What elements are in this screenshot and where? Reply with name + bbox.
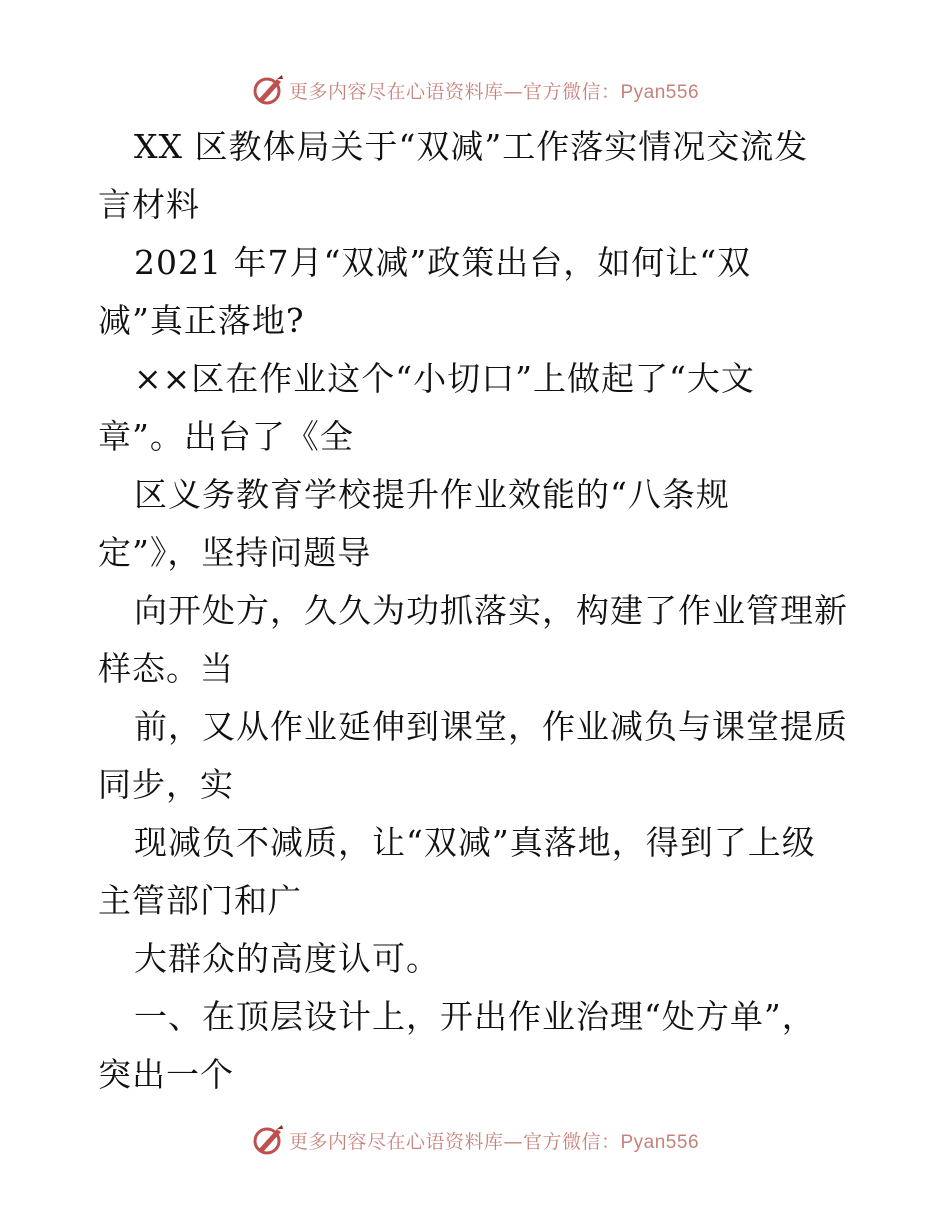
paragraph-line: 同步，实 [98,765,234,804]
pen-logo-icon [251,73,285,107]
paragraph-line: 大群众的高度认可。 [134,939,440,978]
section-heading-line: 突出一个 [98,1055,234,1094]
watermark-wechat-id: Pyan556 [620,81,700,103]
pen-logo-icon [251,1123,285,1157]
paragraph-line: 区义务教育学校提升作业效能的“八条规 [134,475,730,514]
paragraph-line: 定”》，坚持问题导 [98,533,372,572]
paragraph-line: 前，又从作业延伸到课堂，作业减负与课堂提质 [134,707,848,746]
watermark-banner-bottom [0,1120,950,1160]
watermark-wechat-id: Pyan556 [620,1131,700,1153]
paragraph-line: 章”。出台了《全 [98,417,354,456]
paragraph-line: 2021 年7月“双减”政策出台，如何让“双 [134,243,752,282]
paragraph-line: 主管部门和广 [98,881,302,920]
watermark-text: 更多内容尽在心语资料库—官方微信：Pyan556 [288,80,700,103]
paragraph-line: ××区在作业这个“小切口”上做起了“大文 [134,359,755,398]
section-heading-line: 一、在顶层设计上，开出作业治理“处方单”， [134,997,816,1036]
paragraph-line: 样态。当 [98,649,234,688]
paragraph-line: 减”真正落地? [98,301,305,340]
paragraph-line: 现减负不减质，让“双减”真落地，得到了上级 [134,823,816,862]
watermark-text: 更多内容尽在心语资料库—官方微信：Pyan556 [288,1130,700,1153]
document-title-line-1: XX 区教体局关于“双减”工作落实情况交流发 [134,127,809,166]
paragraph-line: 向开处方，久久为功抓落实，构建了作业管理新 [134,591,848,630]
watermark-banner-top [0,70,950,110]
document-body [98,118,878,1104]
document-title-line-2: 言材料 [98,185,200,224]
